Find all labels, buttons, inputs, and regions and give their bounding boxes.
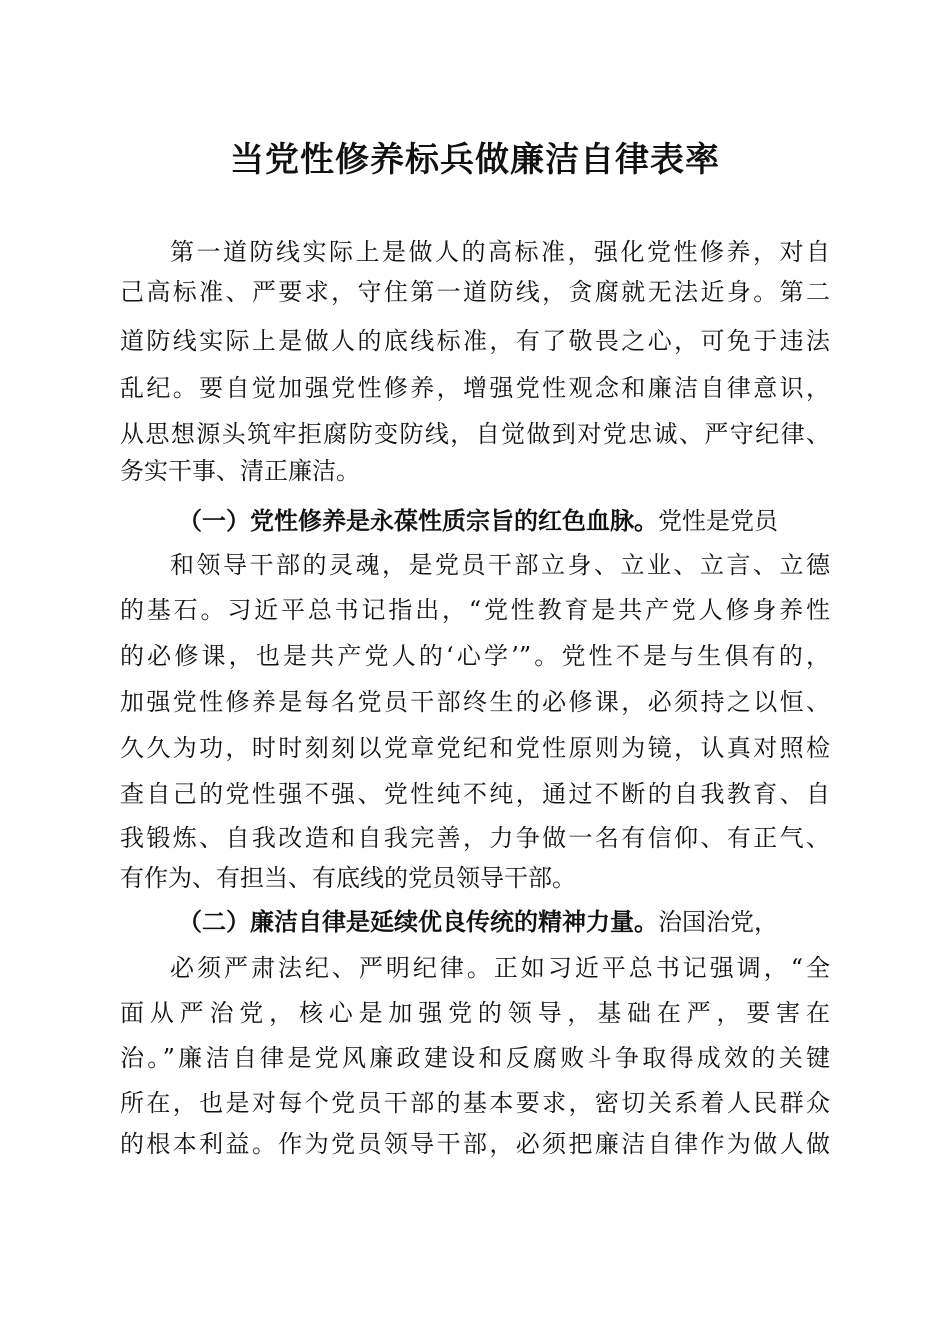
section-2-heading-title: （二）廉洁自律是延续优良传统的精神力量。 <box>178 907 658 936</box>
paragraph-1-line-6: 务实干事、清正廉洁。 <box>120 457 360 485</box>
section-1-heading-tail: 党性是党员 <box>658 507 778 535</box>
document-title: 当党性修养标兵做廉洁自律表率 <box>230 140 720 180</box>
section-2-line-4: 所在，也是对每个党员干部的基本要求，密切关系着人民群众 <box>120 1089 830 1117</box>
section-2-line-1: 必须严肃法纪、严明纪律。正如习近平总书记强调，“全 <box>170 954 830 982</box>
paragraph-1-line-2: 己高标准、严要求，守住第一道防线，贪腐就无法近身。第二 <box>120 278 830 306</box>
section-2-line-5: 的根本利益。作为党员领导干部，必须把廉洁自律作为做人做 <box>120 1130 830 1158</box>
paragraph-1-line-5: 从思想源头筑牢拒腐防变防线，自觉做到对党忠诚、严守纪律、 <box>120 420 830 448</box>
section-2-line-2: 面从严治党，核心是加强党的领导，基础在严，要害在 <box>120 999 830 1027</box>
paragraph-1-line-3: 道防线实际上是做人的底线标准，有了敬畏之心，可免于违法 <box>120 327 830 355</box>
section-1-line-1: 和领导干部的灵魂，是党员干部立身、立业、立言、立德 <box>170 551 830 579</box>
section-2-heading <box>178 902 778 942</box>
section-2-line-3: 治。”廉洁自律是党风廉政建设和反腐败斗争取得成效的关键 <box>120 1044 830 1072</box>
section-1-line-4: 加强党性修养是每名党员干部终生的必修课，必须持之以恒、 <box>120 688 830 716</box>
section-1-heading-title: （一）党性修养是永葆性质宗旨的红色血脉。 <box>178 506 658 535</box>
section-1-heading <box>178 501 778 541</box>
section-2-heading-tail: 治国治党， <box>658 908 778 936</box>
paragraph-1-line-1: 第一道防线实际上是做人的高标准，强化党性修养，对自 <box>170 238 830 266</box>
section-1-line-7: 我锻炼、自我改造和自我完善，力争做一名有信仰、有正气、 <box>120 824 830 852</box>
section-1-line-3: 的必修课，也是共产党人的‘心学’”。党性不是与生俱有的， <box>120 642 830 670</box>
section-1-line-5: 久久为功，时时刻刻以党章党纪和党性原则为镜，认真对照检 <box>120 734 830 762</box>
section-1-line-6: 查自己的党性强不强、党性纯不纯，通过不断的自我教育、自 <box>120 780 830 808</box>
paragraph-1-line-4: 乱纪。要自觉加强党性修养，增强党性观念和廉洁自律意识， <box>120 374 830 402</box>
section-1-line-2: 的基石。习近平总书记指出，“党性教育是共产党人修身养性 <box>120 596 830 624</box>
section-1-line-8: 有作为、有担当、有底线的党员领导干部。 <box>120 864 576 892</box>
